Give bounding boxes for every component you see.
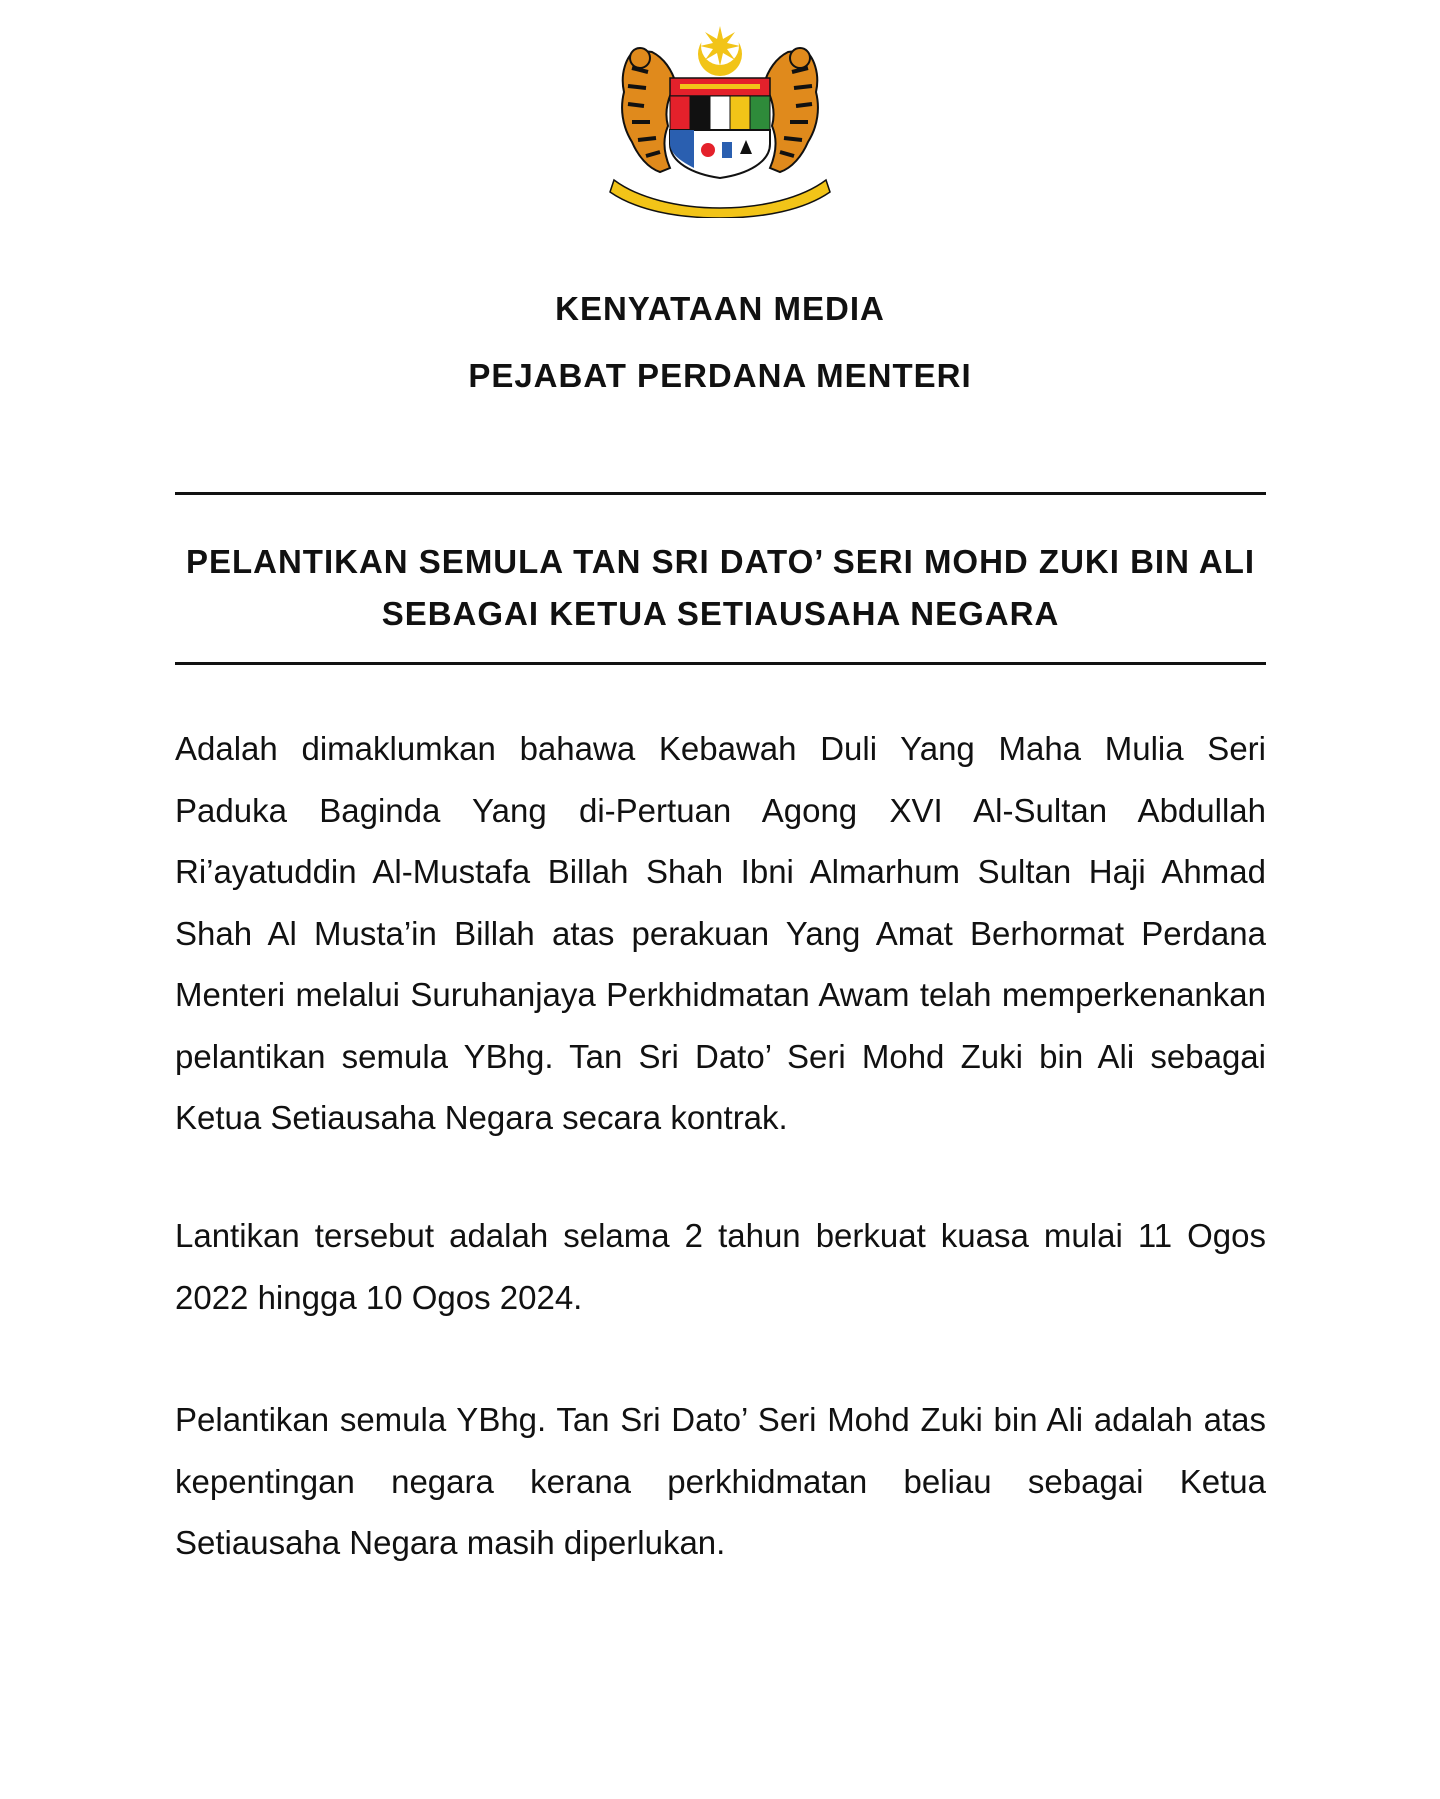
left-tiger-icon (622, 48, 676, 172)
statement-title-line1: PELANTIKAN SEMULA TAN SRI DATO’ SERI MOHD ZUKI BIN ALI (185, 543, 1256, 580)
body-paragraph-2: Lantikan tersebut adalah selama 2 tahun berkuat kuasa mulai 11 Ogos 2022 hingga 10 Ogos 2024. (175, 1217, 1266, 1316)
right-tiger-icon (764, 48, 818, 172)
statement-title-line2: SEBAGAI KETUA SETIAUSAHA NEGARA (381, 595, 1060, 632)
office-heading: PEJABAT PERDANA MENTERI (468, 357, 972, 394)
statement-title (175, 536, 1266, 640)
title-bottom-divider (175, 662, 1266, 665)
crescent-star-icon (698, 26, 742, 76)
malaysia-coat-of-arms-emblem (598, 22, 842, 218)
title-top-divider (175, 492, 1266, 495)
body-paragraph-1: Adalah dimaklumkan bahawa Kebawah Duli Yang Maha Mulia Seri Paduka Baginda Yang di-Pertuan Agong XVI Al-Sultan Abdullah Ri’ayatuddin Al-Mustafa Billah Shah Ibni Almarhum Sultan Haji Ahmad Shah Al Musta’in Billah atas perakuan Yang Amat Berhormat Perdana Menteri melalui Suruhanjaya Perkhidmatan Awam telah memperkenankan pelantikan semula YBhg. Tan Sri Dato’ Seri Mohd Zuki bin Ali sebagai Ketua Setiausaha Negara secara kontrak. (175, 730, 1266, 1136)
body-paragraph-3: Pelantikan semula YBhg. Tan Sri Dato’ Seri Mohd Zuki bin Ali adalah atas kepentingan negara kerana perkhidmatan beliau sebagai Ketua Setiausaha Negara masih diperlukan. (175, 1401, 1266, 1561)
statement-type-heading: KENYATAAN MEDIA (555, 290, 885, 327)
